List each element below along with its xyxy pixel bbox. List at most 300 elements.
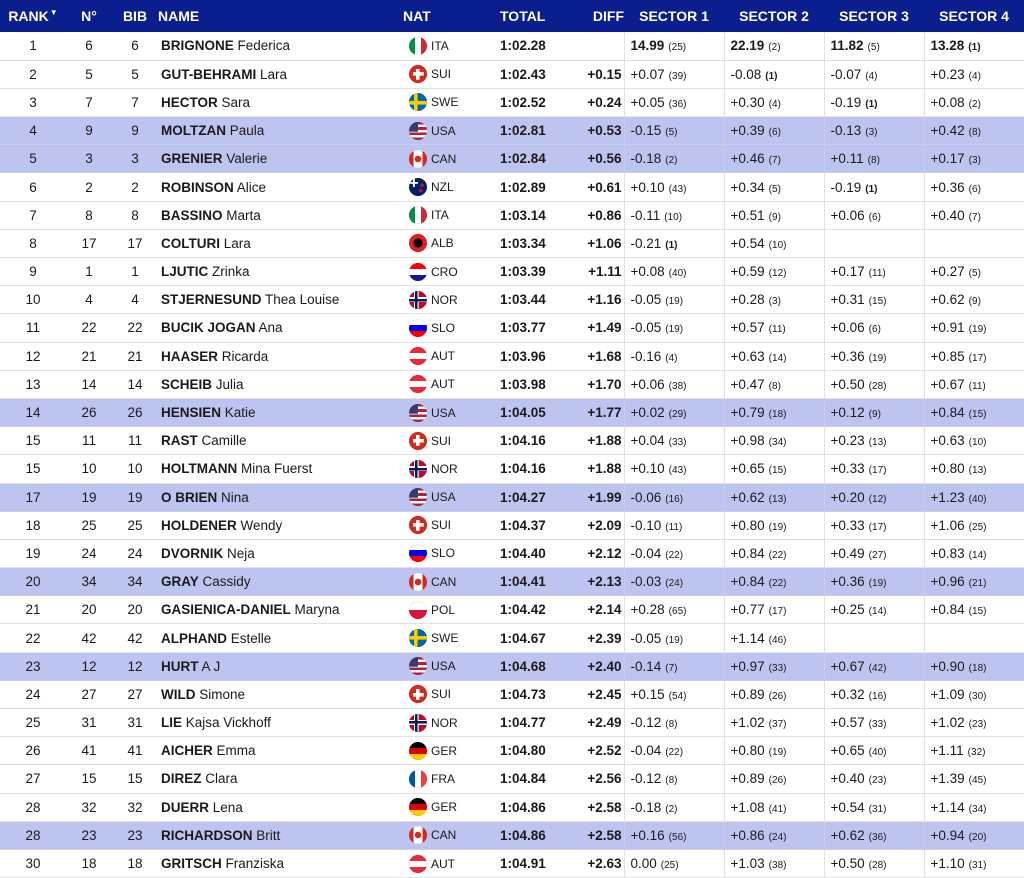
rank-cell: 6 [0, 173, 66, 201]
flag-aut-icon [409, 375, 427, 393]
sector-time: +0.91 [930, 320, 965, 336]
athlete-name-cell[interactable] [158, 258, 403, 286]
sector-time: -0.16 [630, 348, 662, 364]
sector-time: +0.59 [730, 264, 765, 280]
diff-cell: +2.40 [574, 652, 624, 680]
table-row[interactable] [0, 60, 1024, 88]
sector-4-cell [924, 455, 1024, 483]
flag-swe-icon [409, 93, 427, 111]
flag-cro-icon [409, 263, 427, 281]
athlete-name-cell[interactable] [158, 793, 403, 821]
sector-time: +0.54 [730, 235, 765, 251]
athlete-last-name: STJERNESUND [161, 292, 262, 308]
sector-time: +0.15 [630, 686, 665, 702]
sector-1-cell [624, 286, 724, 314]
athlete-name-cell[interactable] [158, 821, 403, 849]
sector-rank: (20) [968, 831, 987, 843]
total-time-cell: 1:03.98 [500, 370, 574, 398]
athlete-first-name: Marta [226, 207, 261, 223]
athlete-name-cell[interactable] [158, 652, 403, 680]
sector-rank: (7) [768, 155, 781, 167]
bib-cell: 3 [112, 145, 158, 173]
athlete-last-name: SCHEIB [161, 376, 213, 392]
number-cell: 17 [66, 229, 112, 257]
athlete-name-cell[interactable] [158, 511, 403, 539]
sector-rank: (18) [968, 662, 987, 674]
total-time-cell: 1:02.81 [500, 117, 574, 145]
table-row[interactable] [0, 286, 1024, 314]
rank-cell: 3 [0, 88, 66, 116]
total-time-cell: 1:02.84 [500, 145, 574, 173]
bib-cell: 26 [112, 398, 158, 426]
sector-3-cell [824, 370, 924, 398]
athlete-name-cell[interactable] [158, 849, 403, 877]
sector-rank: (19) [665, 634, 684, 646]
sector-2-cell [724, 793, 824, 821]
column-header-bib[interactable]: BIB [122, 8, 148, 24]
sector-time: +0.98 [730, 433, 765, 449]
athlete-name-cell[interactable] [158, 709, 403, 737]
table-row[interactable] [0, 680, 1024, 708]
sector-time: -0.07 [830, 66, 862, 82]
athlete-first-name: Simone [199, 686, 246, 702]
table-row[interactable] [0, 765, 1024, 793]
bib-cell: 1 [112, 258, 158, 286]
athlete-name-cell[interactable] [158, 596, 403, 624]
sector-rank: (54) [668, 690, 687, 702]
total-time-cell: 1:04.80 [500, 737, 574, 765]
sector-rank: (24) [768, 831, 787, 843]
sector-time: -0.05 [630, 320, 662, 336]
sector-rank: (38) [668, 380, 687, 392]
nation-cell [403, 624, 500, 652]
sector-4-cell [924, 849, 1024, 877]
column-header-sector-2[interactable]: SECTOR 2 [739, 8, 809, 24]
athlete-name-cell[interactable] [158, 680, 403, 708]
diff-cell: +2.49 [574, 709, 624, 737]
nation-cell [403, 483, 500, 511]
column-header-name[interactable]: NAME [158, 8, 200, 24]
table-row[interactable] [0, 596, 1024, 624]
flag-ger-icon [409, 742, 427, 760]
nation-cell [403, 173, 500, 201]
sector-4-cell [924, 60, 1024, 88]
table-row[interactable] [0, 32, 1024, 60]
column-header-nat[interactable]: NAT [403, 8, 431, 24]
athlete-first-name: Estelle [230, 630, 272, 646]
diff-cell: +1.88 [574, 427, 624, 455]
number-cell: 18 [66, 849, 112, 877]
sector-4-cell [924, 32, 1024, 60]
total-time-cell: 1:04.77 [500, 709, 574, 737]
athlete-last-name: O BRIEN [161, 489, 218, 505]
total-time-cell: 1:02.89 [500, 173, 574, 201]
table-row[interactable] [0, 568, 1024, 596]
sector-1-cell [624, 680, 724, 708]
athlete-name-cell[interactable] [158, 539, 403, 567]
rank-cell: 21 [0, 596, 66, 624]
sector-rank: (1) [765, 70, 778, 82]
sector-time: +0.31 [830, 292, 865, 308]
sector-rank: (2) [665, 803, 678, 815]
bib-cell: 7 [112, 88, 158, 116]
sector-time: -0.19 [830, 94, 862, 110]
athlete-last-name: BASSINO [161, 207, 223, 223]
nation-cell [403, 229, 500, 257]
athlete-name-cell[interactable] [158, 32, 403, 60]
sector-time: +0.80 [730, 743, 765, 759]
sector-time: +0.67 [930, 376, 965, 392]
table-row[interactable] [0, 709, 1024, 737]
nation-cell [403, 849, 500, 877]
diff-cell: +2.58 [574, 793, 624, 821]
athlete-name-cell[interactable] [158, 117, 403, 145]
athlete-first-name: Lara [223, 235, 251, 251]
sector-1-cell [624, 511, 724, 539]
number-cell: 10 [66, 455, 112, 483]
sector-rank: (22) [665, 549, 684, 561]
rank-cell: 11 [0, 314, 66, 342]
number-cell: 32 [66, 793, 112, 821]
sector-time: +0.84 [930, 602, 965, 618]
sector-rank: (33) [668, 437, 687, 449]
table-row[interactable] [0, 88, 1024, 116]
flag-ita-icon [409, 37, 427, 55]
sector-time: +1.08 [730, 799, 765, 815]
athlete-first-name: Lara [260, 66, 288, 82]
number-cell: 15 [66, 765, 112, 793]
athlete-name-cell[interactable] [158, 568, 403, 596]
column-header-sector-1[interactable]: SECTOR 1 [639, 8, 709, 24]
sector-rank: (65) [668, 606, 687, 618]
athlete-name-cell[interactable] [158, 145, 403, 173]
bib-cell: 21 [112, 342, 158, 370]
athlete-first-name: Mina Fuerst [241, 461, 313, 477]
athlete-first-name: Ricarda [221, 348, 269, 364]
table-row[interactable] [0, 229, 1024, 257]
flag-usa-icon [409, 488, 427, 506]
sector-rank: (19) [968, 324, 987, 336]
sector-2-cell [724, 398, 824, 426]
sector-4-cell [924, 314, 1024, 342]
table-row[interactable] [0, 539, 1024, 567]
column-header-no[interactable]: N° [81, 8, 97, 24]
diff-cell [574, 32, 624, 60]
athlete-name-cell[interactable] [158, 88, 403, 116]
sector-rank: (36) [668, 98, 687, 110]
sector-rank: (8) [867, 155, 880, 167]
diff-cell: +1.16 [574, 286, 624, 314]
athlete-last-name: GUT-BEHRAMI [161, 66, 257, 82]
sector-rank: (1) [865, 98, 878, 110]
sector-4-cell [924, 229, 1024, 257]
table-row[interactable] [0, 145, 1024, 173]
sector-rank: (10) [664, 211, 683, 223]
athlete-name-cell[interactable] [158, 286, 403, 314]
rank-cell: 8 [0, 229, 66, 257]
table-row[interactable] [0, 737, 1024, 765]
nation-cell [403, 568, 500, 596]
sector-2-cell [724, 568, 824, 596]
nation-cell [403, 286, 500, 314]
sector-3-cell [824, 568, 924, 596]
table-row[interactable] [0, 173, 1024, 201]
sector-rank: (10) [968, 437, 987, 449]
athlete-name-cell[interactable] [158, 342, 403, 370]
sector-rank: (2) [665, 155, 678, 167]
sector-4-cell [924, 568, 1024, 596]
rank-cell: 18 [0, 511, 66, 539]
sector-4-cell [924, 821, 1024, 849]
sector-3-cell [824, 624, 924, 652]
column-header-sector-4[interactable]: SECTOR 4 [939, 8, 1009, 24]
rank-cell: 23 [0, 652, 66, 680]
sector-3-cell [824, 427, 924, 455]
table-row[interactable] [0, 258, 1024, 286]
column-header-rank[interactable] [0, 0, 66, 32]
athlete-first-name: Thea Louise [265, 292, 340, 308]
sector-rank: (8) [968, 127, 981, 139]
table-row[interactable] [0, 483, 1024, 511]
rank-cell: 15 [0, 455, 66, 483]
sector-rank: (15) [868, 296, 887, 308]
athlete-name-cell[interactable] [158, 398, 403, 426]
flag-can-icon [409, 826, 427, 844]
number-cell: 8 [66, 201, 112, 229]
sector-2-cell [724, 680, 824, 708]
nation-cell [403, 145, 500, 173]
bib-cell: 14 [112, 370, 158, 398]
athlete-name-cell[interactable] [158, 483, 403, 511]
diff-cell: +0.56 [574, 145, 624, 173]
athlete-first-name: Britt [256, 827, 281, 843]
nation-code: SUI [431, 67, 452, 82]
flag-pol-icon [409, 601, 427, 619]
rank-cell: 12 [0, 342, 66, 370]
sector-time: +0.80 [930, 461, 965, 477]
athlete-name-cell[interactable] [158, 427, 403, 455]
sector-time: 13.28 [930, 38, 965, 54]
diff-cell: +2.13 [574, 568, 624, 596]
athlete-name-cell[interactable] [158, 314, 403, 342]
sector-1-cell [624, 370, 724, 398]
athlete-last-name: GRENIER [161, 151, 223, 167]
column-header-sector-3[interactable]: SECTOR 3 [839, 8, 909, 24]
nation-cell [403, 765, 500, 793]
diff-cell: +1.49 [574, 314, 624, 342]
flag-sui-icon [409, 685, 427, 703]
sector-rank: (25) [668, 42, 687, 54]
number-cell: 24 [66, 539, 112, 567]
sector-rank: (21) [968, 578, 987, 590]
athlete-last-name: HECTOR [161, 94, 218, 110]
sector-3-cell [824, 145, 924, 173]
table-row[interactable] [0, 314, 1024, 342]
sector-time: +0.11 [830, 151, 864, 167]
diff-cell: +0.86 [574, 201, 624, 229]
sector-1-cell [624, 258, 724, 286]
column-header-diff[interactable]: DIFF [592, 8, 624, 24]
sector-time: +0.23 [830, 433, 865, 449]
sector-rank: (7) [968, 211, 981, 223]
sector-time: -0.14 [630, 658, 662, 674]
athlete-first-name: Lena [212, 799, 243, 815]
table-row[interactable] [0, 370, 1024, 398]
sector-rank: (40) [868, 747, 887, 759]
flag-can-icon [409, 573, 427, 591]
sector-time: 0.00 [630, 856, 657, 872]
sector-rank: (40) [668, 268, 687, 280]
table-row[interactable] [0, 511, 1024, 539]
sector-rank: (2) [768, 42, 781, 54]
diff-cell: +2.56 [574, 765, 624, 793]
sector-2-cell [724, 201, 824, 229]
sector-3-cell [824, 455, 924, 483]
athlete-name-cell[interactable] [158, 765, 403, 793]
sector-time: -0.19 [830, 179, 862, 195]
flag-slo-icon [409, 544, 427, 562]
sector-rank: (40) [968, 493, 987, 505]
sector-rank: (25) [968, 521, 987, 533]
rank-cell: 19 [0, 539, 66, 567]
nation-code: SLO [431, 320, 456, 335]
sector-4-cell [924, 793, 1024, 821]
sector-time: +0.62 [830, 827, 865, 843]
sector-rank: (42) [868, 662, 887, 674]
bib-cell: 19 [112, 483, 158, 511]
total-time-cell: 1:03.14 [500, 201, 574, 229]
sort-desc-icon: ▼ [49, 8, 58, 17]
sector-time: +1.02 [730, 715, 765, 731]
nation-cell [403, 455, 500, 483]
sector-time: +1.23 [930, 489, 965, 505]
nation-cell [403, 370, 500, 398]
table-row[interactable] [0, 398, 1024, 426]
total-time-cell: 1:04.41 [500, 568, 574, 596]
athlete-last-name: BRIGNONE [161, 38, 234, 54]
sector-time: +0.77 [730, 602, 765, 618]
sector-rank: (22) [768, 578, 787, 590]
athlete-last-name: WILD [161, 686, 196, 702]
table-row[interactable] [0, 652, 1024, 680]
sector-rank: (36) [868, 831, 887, 843]
flag-ger-icon [409, 798, 427, 816]
number-cell: 23 [66, 821, 112, 849]
sector-3-cell [824, 173, 924, 201]
athlete-name-cell[interactable] [158, 201, 403, 229]
sector-rank: (5) [665, 127, 678, 139]
sector-time: +1.11 [930, 743, 964, 759]
column-header-total[interactable]: TOTAL [500, 8, 546, 24]
sector-1-cell [624, 539, 724, 567]
sector-rank: (15) [768, 465, 787, 477]
sector-1-cell [624, 342, 724, 370]
nation-code: SWE [431, 95, 459, 110]
athlete-name-cell[interactable] [158, 370, 403, 398]
sector-rank: (46) [768, 634, 787, 646]
sector-rank: (5) [968, 268, 981, 280]
athlete-name-cell[interactable] [158, 455, 403, 483]
nation-code: GER [431, 743, 458, 758]
total-time-cell: 1:04.27 [500, 483, 574, 511]
athlete-name-cell[interactable] [158, 173, 403, 201]
sector-rank: (34) [768, 437, 787, 449]
sector-rank: (18) [768, 409, 787, 421]
sector-4-cell [924, 680, 1024, 708]
table-row[interactable] [0, 849, 1024, 877]
table-row[interactable] [0, 624, 1024, 652]
athlete-last-name: HOLDENER [161, 517, 237, 533]
nation-code: USA [431, 659, 456, 674]
table-row[interactable] [0, 427, 1024, 455]
number-cell: 26 [66, 398, 112, 426]
flag-alb-icon [409, 234, 427, 252]
total-time-cell: 1:03.77 [500, 314, 574, 342]
sector-rank: (14) [868, 606, 887, 618]
sector-4-cell [924, 624, 1024, 652]
sector-time: +0.89 [730, 686, 765, 702]
flag-sui-icon [409, 65, 427, 83]
sector-time: +0.57 [830, 715, 865, 731]
sector-rank: (12) [868, 493, 887, 505]
sector-2-cell [724, 286, 824, 314]
nation-code: FRA [431, 771, 455, 786]
athlete-name-cell[interactable] [158, 60, 403, 88]
sector-rank: (23) [968, 719, 987, 731]
athlete-last-name: HAASER [161, 348, 219, 364]
sector-time: +0.57 [730, 320, 765, 336]
sector-time: +0.34 [730, 179, 765, 195]
rank-cell: 27 [0, 765, 66, 793]
athlete-last-name: HENSIEN [161, 405, 222, 421]
athlete-last-name: HOLTMANN [161, 461, 238, 477]
sector-time: -0.11 [630, 207, 661, 223]
number-cell: 42 [66, 624, 112, 652]
athlete-name-cell[interactable] [158, 229, 403, 257]
table-row[interactable] [0, 793, 1024, 821]
sector-rank: (17) [868, 521, 887, 533]
nation-code: GER [431, 800, 458, 815]
table-row[interactable] [0, 821, 1024, 849]
sector-4-cell [924, 342, 1024, 370]
nation-code: USA [431, 490, 456, 505]
sector-4-cell [924, 427, 1024, 455]
flag-fra-icon [409, 770, 427, 788]
athlete-first-name: Zrinka [212, 264, 250, 280]
sector-time: +0.32 [830, 686, 865, 702]
flag-aut-icon [409, 855, 427, 873]
table-row[interactable] [0, 117, 1024, 145]
sector-rank: (13) [868, 437, 887, 449]
table-row[interactable] [0, 342, 1024, 370]
nation-code: CAN [431, 828, 457, 843]
sector-2-cell [724, 821, 824, 849]
sector-rank: (16) [868, 690, 887, 702]
sector-rank: (7) [665, 662, 678, 674]
sector-time: -0.21 [630, 235, 662, 251]
athlete-name-cell[interactable] [158, 624, 403, 652]
table-row[interactable] [0, 455, 1024, 483]
diff-cell: +2.45 [574, 680, 624, 708]
bib-cell: 20 [112, 596, 158, 624]
sector-time: +0.28 [730, 292, 765, 308]
sector-rank: (8) [665, 719, 678, 731]
athlete-name-cell[interactable] [158, 737, 403, 765]
sector-3-cell [824, 765, 924, 793]
sector-time: +0.33 [830, 517, 865, 533]
flag-swe-icon [409, 629, 427, 647]
table-row[interactable] [0, 201, 1024, 229]
